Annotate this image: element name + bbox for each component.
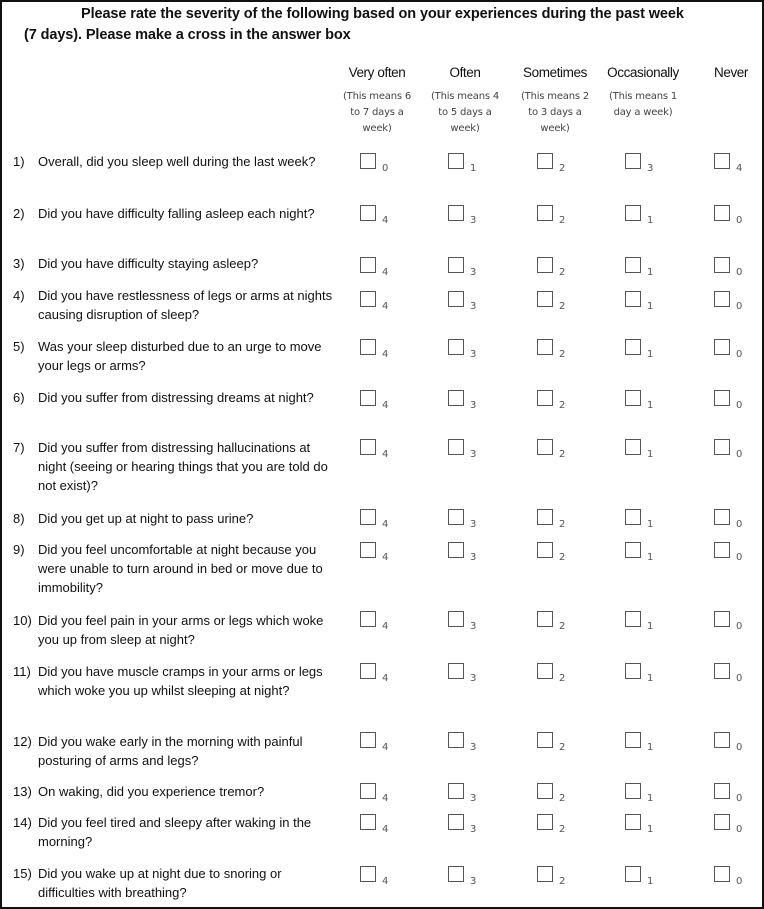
score-value: 2: [559, 742, 566, 753]
answer-option[interactable]: [448, 783, 488, 807]
answer-checkbox[interactable]: [625, 509, 641, 525]
question-number: 14): [13, 815, 32, 830]
answer-checkbox[interactable]: [360, 390, 376, 406]
question-number: 9): [13, 542, 25, 557]
answer-option[interactable]: [448, 663, 488, 687]
answer-option[interactable]: [625, 153, 665, 177]
column-header: Sometimes: [523, 65, 587, 80]
answer-checkbox[interactable]: [448, 291, 464, 307]
question-number: 2): [13, 206, 25, 221]
answer-checkbox[interactable]: [360, 542, 376, 558]
question-number: 10): [13, 613, 32, 628]
score-value: 1: [647, 301, 654, 312]
answer-checkbox[interactable]: [537, 542, 553, 558]
answer-checkbox[interactable]: [360, 732, 376, 748]
score-value: 3: [470, 793, 477, 804]
answer-checkbox[interactable]: [537, 205, 553, 221]
answer-checkbox[interactable]: [625, 390, 641, 406]
score-value: 0: [736, 793, 743, 804]
score-value: 3: [470, 519, 477, 530]
score-value: 4: [382, 349, 389, 360]
answer-checkbox[interactable]: [625, 153, 641, 169]
score-value: 3: [470, 552, 477, 563]
column-header: Often: [449, 65, 481, 80]
column-note-line: (This means 2: [520, 91, 590, 102]
score-value: 2: [559, 793, 566, 804]
column-header: Occasionally: [607, 65, 679, 80]
answer-option[interactable]: [448, 611, 488, 635]
answer-checkbox[interactable]: [537, 291, 553, 307]
answer-option[interactable]: [537, 390, 577, 414]
question-text: Did you have difficulty falling asleep each night?: [38, 206, 315, 221]
answer-option[interactable]: [625, 390, 665, 414]
answer-option[interactable]: [448, 205, 488, 229]
column-note-line: (This means 1: [608, 91, 678, 102]
score-value: 0: [736, 349, 743, 360]
answer-option[interactable]: [537, 439, 577, 463]
column-note-line: to 5 days a: [438, 107, 492, 118]
answer-option[interactable]: [625, 542, 665, 566]
score-value: 2: [559, 552, 566, 563]
question-text: Was your sleep disturbed due to an urge to move your legs or arms?: [38, 339, 322, 373]
answer-option[interactable]: [625, 783, 665, 807]
answer-option[interactable]: [537, 257, 577, 281]
answer-option[interactable]: [448, 153, 488, 177]
question-number: 7): [13, 440, 25, 455]
answer-checkbox[interactable]: [448, 439, 464, 455]
instructions-line-1: Please rate the severity of the following based on your experiences during the past week: [81, 6, 684, 22]
answer-checkbox[interactable]: [537, 153, 553, 169]
answer-checkbox[interactable]: [537, 390, 553, 406]
score-value: 1: [647, 742, 654, 753]
question-number: 4): [13, 288, 25, 303]
answer-option[interactable]: [714, 257, 754, 281]
question-text: Did you have restlessness of legs or arms at nights causing disruption of sleep?: [38, 288, 333, 322]
answer-option[interactable]: [714, 153, 754, 177]
answer-checkbox[interactable]: [625, 205, 641, 221]
score-value: 0: [736, 673, 743, 684]
column-header: Never: [713, 65, 748, 80]
answer-option[interactable]: [537, 205, 577, 229]
answer-checkbox[interactable]: [625, 611, 641, 627]
score-value: 4: [736, 163, 743, 174]
answer-option[interactable]: [625, 611, 665, 635]
answer-option[interactable]: [537, 783, 577, 807]
score-value: 3: [470, 876, 477, 887]
answer-checkbox[interactable]: [537, 439, 553, 455]
score-value: 2: [559, 349, 566, 360]
answer-checkbox[interactable]: [360, 663, 376, 679]
question-text: Did you wake early in the morning with painful posturing of arms and legs?: [38, 734, 303, 768]
score-value: 4: [382, 301, 389, 312]
question-number: 15): [13, 866, 32, 881]
score-value: 2: [559, 449, 566, 460]
question-text: Overall, did you sleep well during the last week?: [38, 154, 316, 169]
answer-checkbox[interactable]: [360, 509, 376, 525]
score-value: 1: [647, 267, 654, 278]
answer-checkbox[interactable]: [360, 257, 376, 273]
answer-checkbox[interactable]: [714, 542, 730, 558]
answer-option[interactable]: [537, 542, 577, 566]
answer-checkbox[interactable]: [714, 291, 730, 307]
question-text: Did you feel tired and sleepy after waking in the morning?: [38, 815, 312, 849]
score-value: 3: [647, 163, 654, 174]
answer-checkbox[interactable]: [714, 611, 730, 627]
answer-checkbox[interactable]: [537, 783, 553, 799]
question-number: 5): [13, 339, 25, 354]
answer-option[interactable]: [537, 291, 577, 315]
answer-checkbox[interactable]: [625, 439, 641, 455]
score-value: 2: [559, 673, 566, 684]
score-value: 4: [382, 400, 389, 411]
answer-checkbox[interactable]: [714, 153, 730, 169]
answer-checkbox[interactable]: [714, 783, 730, 799]
answer-checkbox[interactable]: [448, 509, 464, 525]
score-value: 4: [382, 793, 389, 804]
answer-checkbox[interactable]: [448, 611, 464, 627]
score-value: 3: [470, 301, 477, 312]
answer-option[interactable]: [625, 339, 665, 363]
answer-checkbox[interactable]: [625, 542, 641, 558]
column-header: Very often: [348, 65, 406, 80]
answer-checkbox[interactable]: [625, 814, 641, 830]
answer-option[interactable]: [714, 291, 754, 315]
answer-checkbox[interactable]: [360, 291, 376, 307]
question-number: 11): [13, 664, 31, 679]
answer-checkbox[interactable]: [448, 339, 464, 355]
answer-checkbox[interactable]: [448, 814, 464, 830]
column-note-line: day a week): [613, 107, 673, 118]
answer-option[interactable]: [537, 509, 577, 533]
answer-checkbox[interactable]: [625, 663, 641, 679]
answer-checkbox[interactable]: [448, 257, 464, 273]
score-value: 1: [470, 163, 477, 174]
answer-checkbox[interactable]: [714, 814, 730, 830]
answer-checkbox[interactable]: [360, 153, 376, 169]
score-value: 1: [647, 673, 654, 684]
score-value: 4: [382, 621, 389, 632]
score-value: 0: [736, 876, 743, 887]
score-value: 1: [647, 519, 654, 530]
score-value: 2: [559, 267, 566, 278]
score-value: 4: [382, 519, 389, 530]
answer-option[interactable]: [714, 814, 754, 838]
score-value: 4: [382, 215, 389, 226]
answer-option[interactable]: [448, 732, 488, 756]
answer-checkbox[interactable]: [537, 257, 553, 273]
answer-option[interactable]: [625, 439, 665, 463]
answer-option[interactable]: [360, 339, 400, 363]
score-value: 2: [559, 301, 566, 312]
answer-option[interactable]: [448, 509, 488, 533]
score-value: 1: [647, 215, 654, 226]
answer-option[interactable]: [360, 663, 400, 687]
answer-option[interactable]: [714, 663, 754, 687]
answer-option[interactable]: [537, 153, 577, 177]
answer-option[interactable]: [537, 814, 577, 838]
score-value: 3: [470, 824, 477, 835]
question-text: Did you suffer from distressing dreams at night?: [38, 390, 314, 405]
score-value: 2: [559, 519, 566, 530]
answer-option[interactable]: [537, 732, 577, 756]
answer-checkbox[interactable]: [537, 814, 553, 830]
answer-option[interactable]: [360, 783, 400, 807]
column-note-line: week): [362, 123, 392, 134]
answer-option[interactable]: [625, 663, 665, 687]
answer-option[interactable]: [625, 732, 665, 756]
answer-checkbox[interactable]: [714, 257, 730, 273]
answer-option[interactable]: [714, 542, 754, 566]
score-value: 1: [647, 621, 654, 632]
question-text: Did you have difficulty staying asleep?: [38, 256, 259, 271]
score-value: 2: [559, 215, 566, 226]
answer-checkbox[interactable]: [714, 339, 730, 355]
answer-option[interactable]: [360, 611, 400, 635]
answer-option[interactable]: [714, 390, 754, 414]
answer-checkbox[interactable]: [360, 205, 376, 221]
answer-checkbox[interactable]: [360, 339, 376, 355]
answer-option[interactable]: [448, 814, 488, 838]
score-value: 2: [559, 824, 566, 835]
answer-option[interactable]: [360, 866, 400, 890]
score-value: 2: [559, 876, 566, 887]
answer-checkbox[interactable]: [625, 783, 641, 799]
answer-option[interactable]: [360, 542, 400, 566]
answer-option[interactable]: [360, 509, 400, 533]
answer-checkbox[interactable]: [625, 866, 641, 882]
answer-checkbox[interactable]: [714, 390, 730, 406]
score-value: 3: [470, 742, 477, 753]
answer-option[interactable]: [537, 611, 577, 635]
answer-option[interactable]: [448, 390, 488, 414]
answer-checkbox[interactable]: [448, 390, 464, 406]
score-value: 3: [470, 673, 477, 684]
answer-checkbox[interactable]: [625, 291, 641, 307]
answer-option[interactable]: [537, 339, 577, 363]
answer-checkbox[interactable]: [625, 732, 641, 748]
answer-checkbox[interactable]: [625, 257, 641, 273]
question-number: 12): [13, 734, 32, 749]
answer-checkbox[interactable]: [360, 783, 376, 799]
answer-option[interactable]: [625, 814, 665, 838]
question-number: 3): [13, 256, 25, 271]
answer-checkbox[interactable]: [448, 153, 464, 169]
answer-option[interactable]: [625, 291, 665, 315]
answer-option[interactable]: [360, 205, 400, 229]
question-text: Did you feel pain in your arms or legs which woke you up from sleep at night?: [38, 613, 324, 647]
score-value: 0: [736, 552, 743, 563]
score-value: 3: [470, 400, 477, 411]
score-value: 0: [736, 742, 743, 753]
answer-option[interactable]: [360, 291, 400, 315]
column-note-line: (This means 4: [430, 91, 500, 102]
answer-option[interactable]: [537, 866, 577, 890]
answer-checkbox[interactable]: [714, 205, 730, 221]
column-note-line: week): [540, 123, 570, 134]
score-value: 4: [382, 876, 389, 887]
answer-option[interactable]: [360, 814, 400, 838]
score-value: 3: [470, 621, 477, 632]
column-note-line: to 3 days a: [528, 107, 582, 118]
answer-option[interactable]: [448, 542, 488, 566]
answer-checkbox[interactable]: [714, 509, 730, 525]
score-value: 2: [559, 621, 566, 632]
answer-option[interactable]: [360, 732, 400, 756]
answer-checkbox[interactable]: [537, 866, 553, 882]
score-value: 1: [647, 824, 654, 835]
answer-checkbox[interactable]: [360, 611, 376, 627]
answer-checkbox[interactable]: [537, 732, 553, 748]
score-value: 3: [470, 349, 477, 360]
score-value: 1: [647, 552, 654, 563]
answer-option[interactable]: [714, 611, 754, 635]
answer-option[interactable]: [714, 439, 754, 463]
score-value: 0: [736, 267, 743, 278]
answer-checkbox[interactable]: [714, 732, 730, 748]
answer-option[interactable]: [360, 439, 400, 463]
score-value: 0: [736, 301, 743, 312]
score-value: 4: [382, 824, 389, 835]
answer-option[interactable]: [360, 257, 400, 281]
question-text: Did you feel uncomfortable at night because you were unable to turn around in bed or move due to immobility?: [38, 542, 323, 595]
answer-option[interactable]: [625, 866, 665, 890]
question-text: Did you wake up at night due to snoring or difficulties with breathing?: [38, 866, 282, 900]
answer-checkbox[interactable]: [537, 663, 553, 679]
question-number: 8): [13, 511, 25, 526]
score-value: 4: [382, 449, 389, 460]
answer-option[interactable]: [448, 257, 488, 281]
answer-option[interactable]: [714, 205, 754, 229]
answer-option[interactable]: [714, 732, 754, 756]
answer-checkbox[interactable]: [360, 866, 376, 882]
answer-checkbox[interactable]: [537, 339, 553, 355]
score-value: 4: [382, 552, 389, 563]
answer-checkbox[interactable]: [714, 866, 730, 882]
question-number: 6): [13, 390, 25, 405]
column-note-line: (This means 6: [342, 91, 412, 102]
score-value: 1: [647, 449, 654, 460]
column-note-line: week): [450, 123, 480, 134]
instructions-line-2: (7 days). Please make a cross in the answer box: [24, 27, 351, 43]
score-value: 0: [736, 621, 743, 632]
score-value: 0: [736, 400, 743, 411]
answer-checkbox[interactable]: [714, 663, 730, 679]
answer-checkbox[interactable]: [448, 732, 464, 748]
score-value: 3: [470, 449, 477, 460]
answer-checkbox[interactable]: [448, 783, 464, 799]
answer-checkbox[interactable]: [360, 439, 376, 455]
answer-checkbox[interactable]: [448, 542, 464, 558]
answer-option[interactable]: [714, 866, 754, 890]
answer-option[interactable]: [360, 153, 400, 177]
answer-option[interactable]: [448, 339, 488, 363]
score-value: 0: [382, 163, 389, 174]
question-number: 13): [13, 784, 32, 799]
answer-option[interactable]: [714, 509, 754, 533]
score-value: 2: [559, 400, 566, 411]
answer-checkbox[interactable]: [448, 866, 464, 882]
score-value: 2: [559, 163, 566, 174]
question-number: 1): [13, 154, 25, 169]
answer-option[interactable]: [714, 339, 754, 363]
question-text: Did you suffer from distressing hallucinations at night (seeing or hearing things that you are told do not exist)?: [38, 440, 328, 493]
score-value: 3: [470, 215, 477, 226]
answer-option[interactable]: [448, 866, 488, 890]
score-value: 3: [470, 267, 477, 278]
question-text: Did you have muscle cramps in your arms or legs which woke you up whilst sleeping at night?: [38, 664, 323, 698]
score-value: 0: [736, 519, 743, 530]
score-value: 1: [647, 793, 654, 804]
score-value: 4: [382, 742, 389, 753]
answer-checkbox[interactable]: [360, 814, 376, 830]
answer-checkbox[interactable]: [448, 663, 464, 679]
score-value: 0: [736, 449, 743, 460]
answer-option[interactable]: [625, 509, 665, 533]
score-value: 1: [647, 876, 654, 887]
score-value: 0: [736, 824, 743, 835]
score-value: 4: [382, 673, 389, 684]
answer-checkbox[interactable]: [537, 509, 553, 525]
answer-option[interactable]: [537, 663, 577, 687]
score-value: 1: [647, 349, 654, 360]
score-value: 1: [647, 400, 654, 411]
answer-checkbox[interactable]: [625, 339, 641, 355]
answer-option[interactable]: [448, 439, 488, 463]
answer-option[interactable]: [625, 205, 665, 229]
column-note-line: to 7 days a: [350, 107, 404, 118]
question-text: Did you get up at night to pass urine?: [38, 511, 254, 526]
answer-option[interactable]: [714, 783, 754, 807]
answer-option[interactable]: [625, 257, 665, 281]
score-value: 4: [382, 267, 389, 278]
answer-option[interactable]: [360, 390, 400, 414]
answer-checkbox[interactable]: [714, 439, 730, 455]
question-text: On waking, did you experience tremor?: [38, 784, 265, 799]
score-value: 0: [736, 215, 743, 226]
answer-checkbox[interactable]: [448, 205, 464, 221]
answer-checkbox[interactable]: [537, 611, 553, 627]
answer-option[interactable]: [448, 291, 488, 315]
